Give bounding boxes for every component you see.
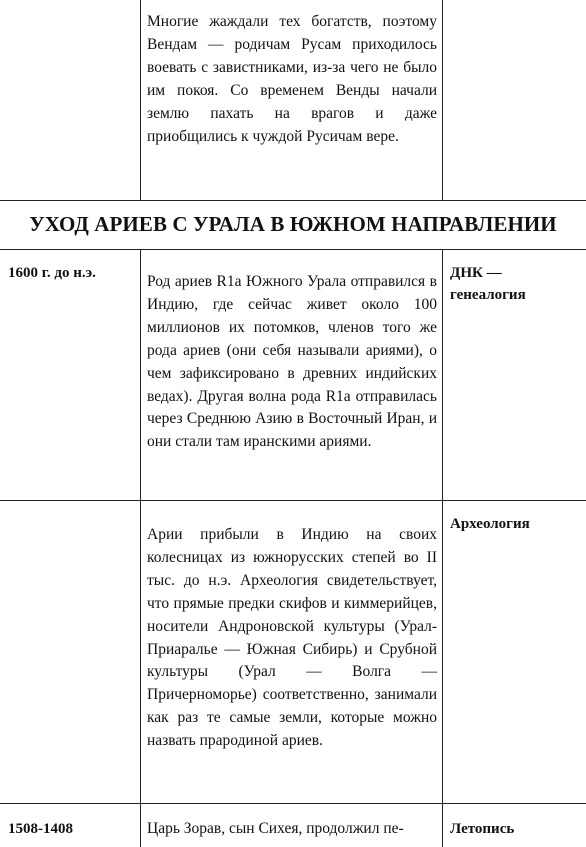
- event-text: Многие жаждали тех богатств, поэтому Вендам — родичам Русам приходилось воевать с завистниками, из-за чего не было им покоя. Со временем Венды начали землю пахать на врагов и даже приобщились к чуждой Русичам вере.: [147, 13, 437, 145]
- column-divider: [442, 0, 443, 200]
- event-text: Род ариев R1a Южного Урала отправился в Индию, где сейчас живет около 100 миллионов их потомков, членов того же рода ариев (они себя называли ариями), о чем зафиксировано в древних индийских ведах). Другая волна рода R1a отправилась через Среднюю Азию в Восточный Иран, и они стали там иранскими ариями.: [147, 273, 437, 451]
- table-rule: [0, 200, 586, 201]
- table-rule: [0, 500, 586, 501]
- column-divider: [140, 0, 141, 200]
- date-cell: 1508-1408: [8, 821, 73, 837]
- source-cell: ДНК — генеалогия: [450, 265, 526, 303]
- table-rule: [0, 803, 586, 804]
- column-divider: [140, 249, 141, 847]
- event-text: Царь Зорав, сын Сихея, продолжил пе-: [147, 820, 404, 837]
- table-rule: [0, 249, 586, 250]
- source-cell: Археология: [450, 516, 530, 532]
- column-divider: [442, 249, 443, 847]
- date-cell: 1600 г. до н.э.: [8, 265, 96, 281]
- source-cell: Летопись: [450, 821, 515, 837]
- section-heading: УХОД АРИЕВ С УРАЛА В ЮЖНОМ НАПРАВЛЕНИИ: [29, 212, 557, 236]
- event-text: Арии прибыли в Индию на своих колесницах из южнорусских степей во II тыс. до н.э. Археология свидетельствует, что прямые предки скифов и киммерийцев, носители Андроновской культуры (Урал-Приаралье — Южная Сибирь) и Срубной культуры (Урал — Волга — Причерноморье) соответственно, занимали как раз те самые земли, которые можно назвать прародиной ариев.: [147, 526, 437, 750]
